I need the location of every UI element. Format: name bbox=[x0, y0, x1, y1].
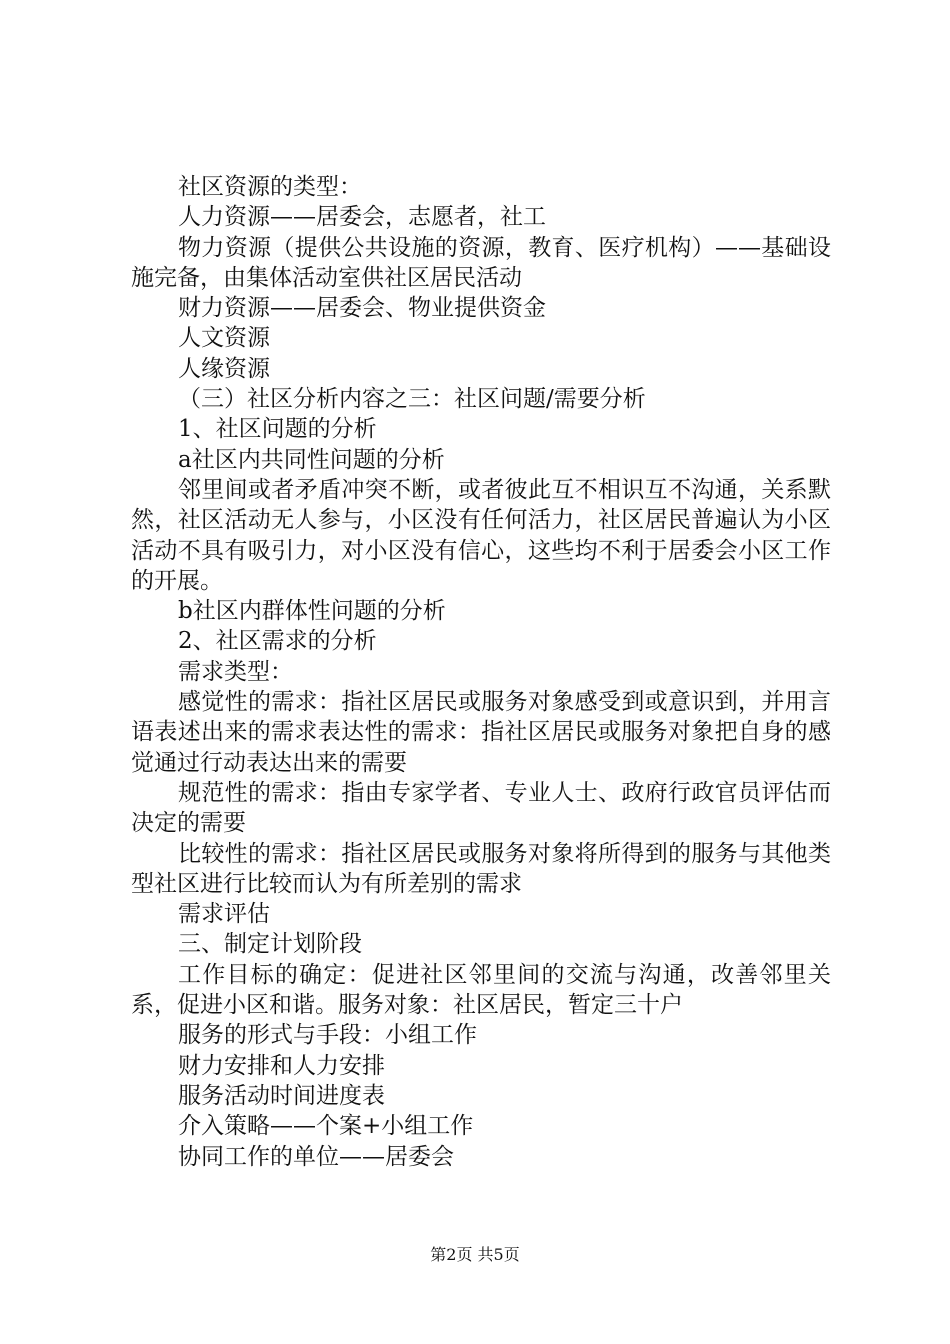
paragraph: 财力安排和人力安排 bbox=[178, 1052, 385, 1079]
paragraph: 需求类型： bbox=[178, 658, 293, 685]
subsection-heading: 2、社区需求的分析 bbox=[178, 628, 377, 655]
paragraph: 介入策略——个案+小组工作 bbox=[178, 1113, 474, 1140]
paragraph: 感觉性的需求：指社区居民或服务对象感受到或意识到，并用言语表述出来的需求表达性的需求：指社区居民或服务对象把自身的感觉通过行动表达出来的需要 bbox=[131, 689, 831, 776]
document-body bbox=[131, 172, 831, 1172]
paragraph: a社区内共同性问题的分析 bbox=[178, 446, 445, 473]
paragraph: 人力资源——居委会，志愿者，社工 bbox=[178, 204, 546, 231]
paragraph: 人缘资源 bbox=[178, 355, 270, 382]
subsection-heading: 1、社区问题的分析 bbox=[178, 416, 377, 443]
paragraph: 协同工作的单位——居委会 bbox=[178, 1143, 454, 1170]
paragraph: 规范性的需求：指由专家学者、专业人士、政府行政官员评估而决定的需要 bbox=[131, 779, 831, 837]
paragraph: 人文资源 bbox=[178, 325, 270, 352]
paragraph: 邻里间或者矛盾冲突不断，或者彼此互不相识互不沟通，关系默然，社区活动无人参与，小区没有任何活力，社区居民普遍认为小区活动不具有吸引力，对小区没有信心，这些均不利于居委会小区工作的开展。 bbox=[131, 476, 831, 594]
paragraph: 服务的形式与手段：小组工作 bbox=[178, 1022, 477, 1049]
paragraph: 比较性的需求：指社区居民或服务对象将所得到的服务与其他类型社区进行比较而认为有所差别的需求 bbox=[131, 840, 831, 897]
paragraph: 工作目标的确定：促进社区邻里间的交流与沟通，改善邻里关系，促进小区和谐。服务对象：社区居民，暂定三十户 bbox=[131, 961, 831, 1019]
page-number-footer: 第2页 共5页 bbox=[430, 1245, 520, 1264]
paragraph: 财力资源——居委会、物业提供资金 bbox=[178, 295, 546, 322]
section-heading: 三、制定计划阶段 bbox=[178, 931, 362, 958]
paragraph: 社区资源的类型： bbox=[178, 174, 362, 200]
section-heading: （三）社区分析内容之三：社区问题/需要分析 bbox=[178, 386, 646, 413]
paragraph: b社区内群体性问题的分析 bbox=[178, 598, 446, 625]
paragraph: 需求评估 bbox=[178, 901, 270, 928]
paragraph: 服务活动时间进度表 bbox=[178, 1082, 385, 1109]
paragraph: 物力资源（提供公共设施的资源，教育、医疗机构）——基础设施完备，由集体活动室供社区居民活动 bbox=[131, 234, 831, 291]
